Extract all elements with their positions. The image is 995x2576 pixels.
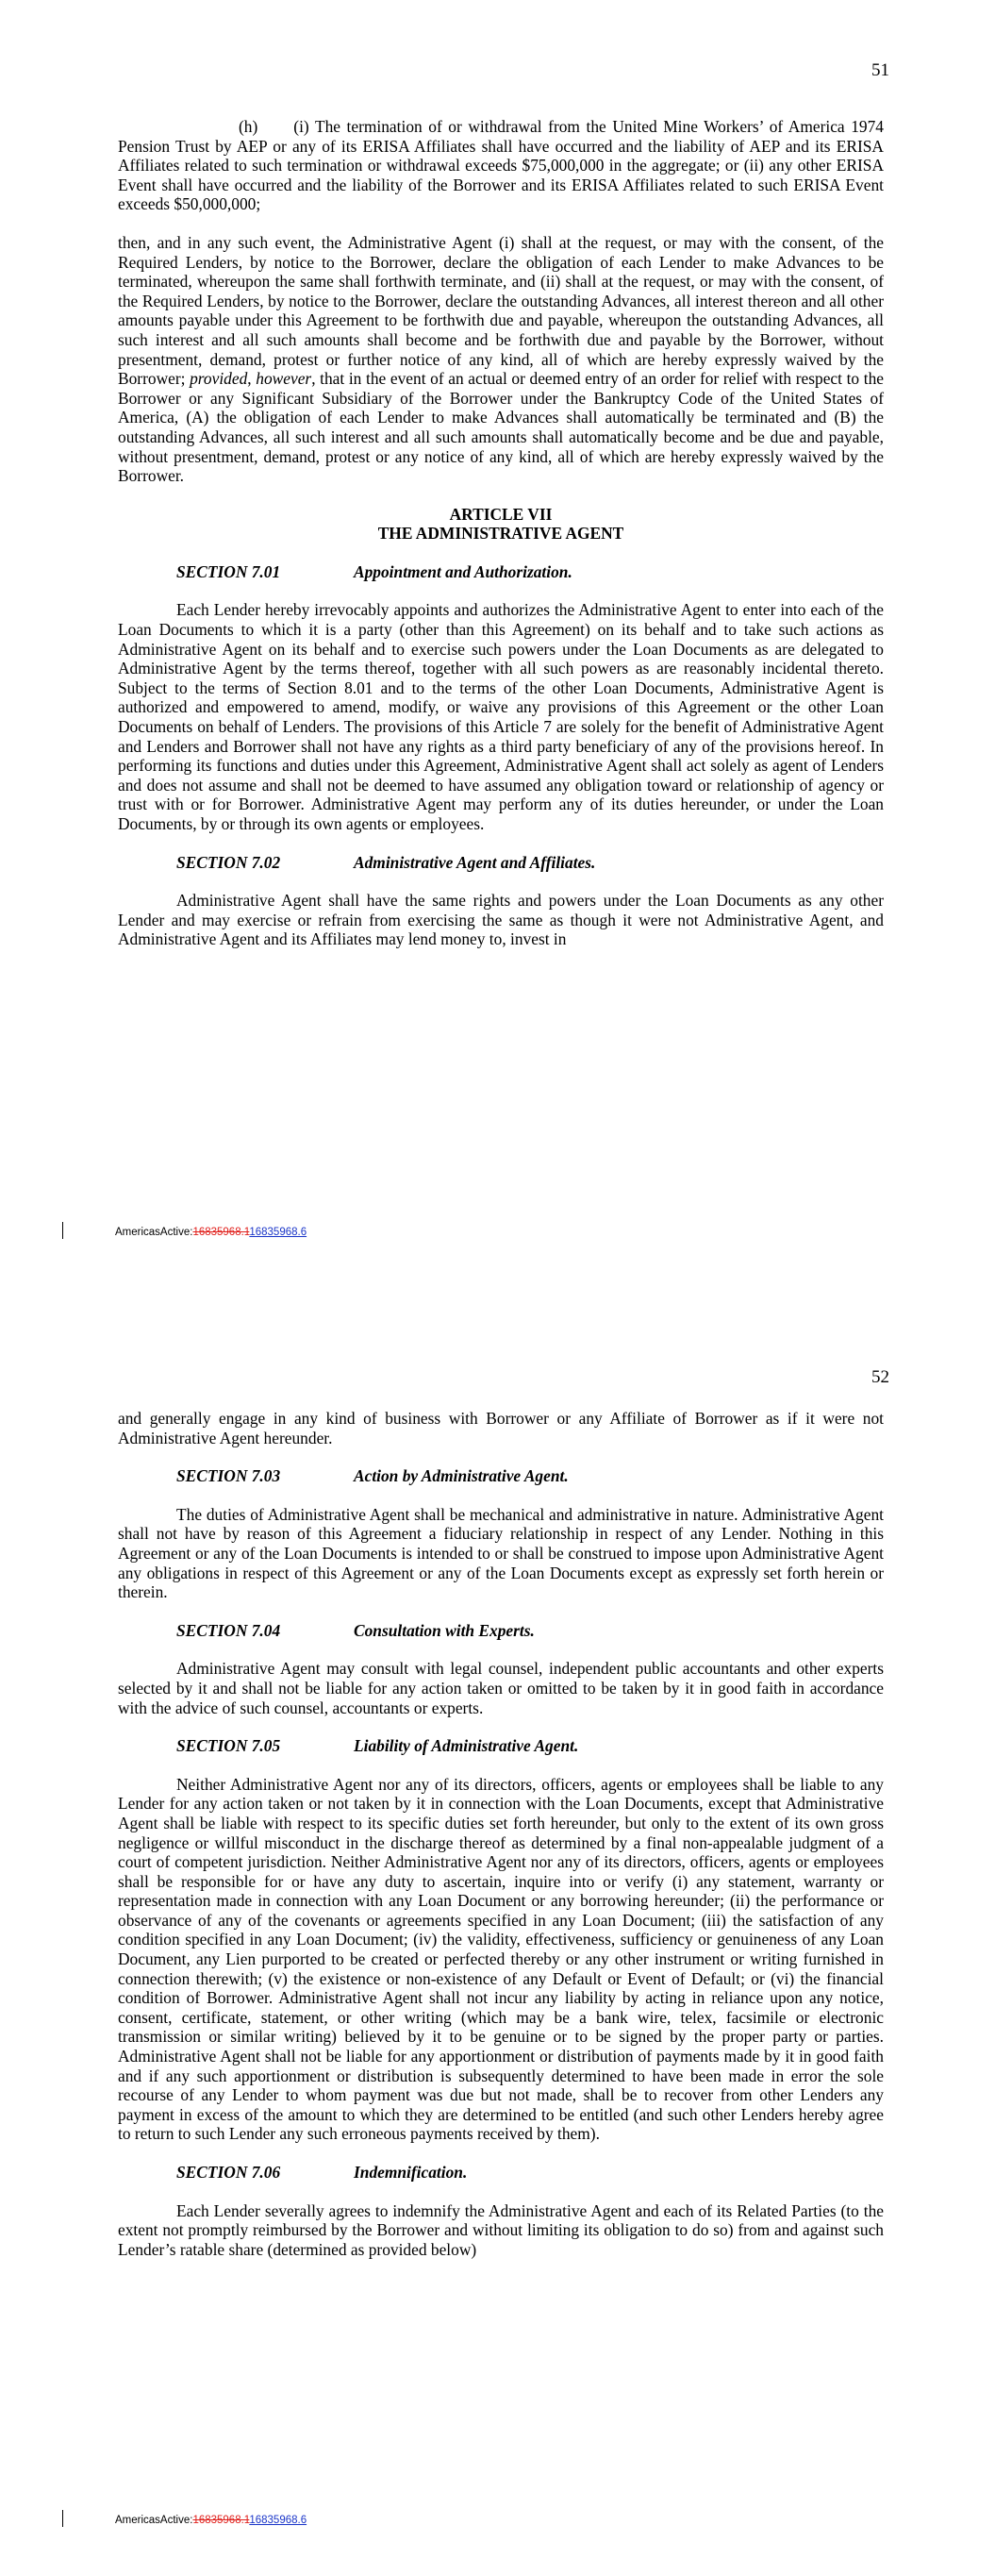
section-7-04-heading	[176, 1621, 884, 1641]
section-7-02-heading	[176, 853, 884, 873]
page-body	[118, 117, 884, 968]
section-title: Liability of Administrative Agent.	[354, 1736, 579, 1756]
section-number: SECTION 7.01	[176, 561, 281, 581]
footer-inserted-version: 16835968.6	[249, 2515, 307, 2526]
paragraph-h	[118, 117, 884, 214]
remedies-paragraph: then, and in any such event, the Administrative Agent (i) shall at the request, or may with the consent, of the Required Lenders, by notice to the Borrower, declare the obligation of each Lender to make Advances to be terminated, whereupon the same shall forthwith terminate, and (ii) shall at the request, or may with the consent, of the Required Lenders, by notice to the Borrower, declare the outstanding Advances, all interest thereon and all other amounts payable under this Agreement to be forthwith due and payable, whereupon the outstanding Advances, all such interest and all such amounts shall become and be forthwith due and payable by the Borrower, without presentment, demand, protest or further notice of any kind, all of which are hereby expressly waived by the Borrower; provided, however, that in the event of an actual or deemed entry of an order for relief with respect to the Borrower or any Significant Subsidiary of the Borrower under the Bankruptcy Code of the United States of America, (A) the obligation of each Lender to make Advances shall automatically be terminated and (B) the outstanding Advances, all such interest and all such amounts shall automatically become and be due and payable, without presentment, demand, protest or any notice of any kind, all of which are hereby expressly waived by the Borrower.	[118, 232, 884, 486]
change-bar	[62, 2510, 63, 2527]
remedies-text-1: then, and in any such event, the Administrative Agent (i) shall at the request, or may with the consent, of the Required Lenders, by notice to the Borrower, declare the obligation of each Lender to make Advances to be terminated, whereupon the same shall forthwith terminate, and (ii) shall at the request, or may with the consent, of the Required Lenders, by notice to the Borrower, declare the outstanding Advances, all interest thereon and all other amounts payable under this Agreement to be forthwith due and payable, whereupon the outstanding Advances, all such interest and all such amounts shall become and be forthwith due and payable by the Borrower, without presentment, demand, protest or further notice of any kind, all of which are hereby expressly waived by the Borrower;	[118, 232, 884, 389]
section-7-01-text: Each Lender hereby irrevocably appoints and authorizes the Administrative Agent to enter into each of the Loan Documents to which it is a party (other than this Agreement) on its behalf and to take such actions as Administrative Agent on its behalf and to exercise such powers under the Loan Documents as are delegated to Administrative Agent by the terms thereof, together with all such powers as are reasonably incidental thereto. Subject to the terms of Section 8.01 and to the terms of the other Loan Documents, Administrative Agent is authorized and empowered to amend, modify, or waive any provisions of this Agreement or the other Loan Documents on behalf of Lenders. The provisions of this Article 7 are solely for the benefit of Administrative Agent and Lenders and Borrower shall not have any rights as a third party beneficiary of any of the provisions hereof. In performing its functions and duties under this Agreement, Administrative Agent shall act solely as agent of Lenders and does not assume and shall not be deemed to have assumed any obligation toward or relationship of agency or trust with or for Borrower. Administrative Agent may perform any of its duties hereunder, or under the Loan Documents, by or through its own agents or employees.	[118, 600, 884, 833]
section-title: Administrative Agent and Affiliates.	[354, 852, 596, 872]
remedies-text-2: that in the event of an actual or deemed entry of an order for relief with respect to the Borrower or any Significant Subsidiary of the Borrower under the Bankruptcy Code of the United States of America, (A) the obligation of each Lender to make Advances shall automatically be terminated and (B) the outstanding Advances, all such interest and all such amounts shall automatically become and be due and payable, without presentment, demand, protest or any notice of any kind, all of which are hereby expressly waived by the Borrower.	[118, 369, 884, 486]
section-7-04-text: Administrative Agent may consult with legal counsel, independent public accountants and other experts selected by it and shall not be liable for any action taken or omitted to be taken by it in good faith in accordance with the advice of such counsel, accountants or experts.	[118, 1659, 884, 1717]
footer-deleted-version: 16835968.1	[192, 1227, 250, 1238]
section-7-05-text: Neither Administrative Agent nor any of its directors, officers, agents or employees shall be liable to any Lender for any action taken or not taken by it in connection with the Loan Documents, except that Administrative Agent shall be liable with respect to its specific duties set forth hereunder, but only to the extent of its own gross negligence or willful misconduct in the discharge thereof as determined by a final non-appealable judgment of a court of competent jurisdiction. Neither Administrative Agent nor any of its directors, officers, agents or employees shall be responsible for or have any duty to ascertain, inquire into or verify (i) any statement, warranty or representation made in connection with any Loan Document or any borrowing hereunder; (ii) the performance or observance of any of the covenants or agreements specified in any Loan Document; (iii) the satisfaction of any condition specified in any Loan Document; (iv) the validity, effectiveness, sufficiency or genuineness of any Loan Document, any Lien purported to be created or perfected thereby or any other instrument or writing furnished in connection therewith; (v) the existence or non-existence of any Default or Event of Default; or (vi) the financial condition of Borrower. Administrative Agent shall not incur any liability by acting in reliance upon any notice, consent, certificate, statement, or other writing (which may be a bank wire, telex, facsimile or electronic transmission or similar writing) believed by it to be genuine or to be signed by the proper party or parties. Administrative Agent shall not be liable for any apportionment or distribution of payments made by it in good faith and if any such apportionment or distribution is subsequently determined to have been made in error the sole recourse of any Lender to whom payment was due but not made, shall be to recover from other Lenders any payment in excess of the amount to which they are determined to be entitled (and such other Lenders hereby agree to return to such Lender any such erroneous payments received by them).	[118, 1774, 884, 2144]
footer-prefix: AmericasActive:	[115, 2515, 193, 2526]
footer-deleted-version: 16835968.1	[192, 2515, 250, 2526]
document-footer	[115, 1227, 307, 1238]
section-number: SECTION 7.03	[176, 1466, 281, 1486]
footer-inserted-version: 16835968.6	[249, 1227, 307, 1238]
paragraph-h-text: (i) The termination of or withdrawal from the United Mine Workers’ of America 1974 Pension Trust by AEP or any of its ERISA Affiliates shall have occurred and the liability of AEP and its ERISA Affiliates related to such termination or withdrawal exceeds $75,000,000 in the aggregate; or (ii) any other ERISA Event shall have occurred and the liability of the Borrower and its ERISA Affiliates related to such ERISA Event exceeds $50,000,000;	[118, 117, 884, 214]
section-title: Action by Administrative Agent.	[354, 1466, 569, 1486]
article-number: ARTICLE VII	[449, 504, 553, 524]
continuation-paragraph: and generally engage in any kind of business with Borrower or any Affiliate of Borrower as if it were not Administrative Agent hereunder.	[118, 1409, 884, 1447]
section-7-03-text: The duties of Administrative Agent shall be mechanical and administrative in nature. Administrative Agent shall not have by reason of this Agreement a fiduciary relationship in respect of any Lender. Nothing in this Agreement or any of the Loan Documents is intended to or shall be construed to impose upon Administrative Agent any obligations in respect of this Agreement or any of the Loan Documents except as expressly set forth herein or therein.	[118, 1504, 884, 1602]
section-7-06-text: Each Lender severally agrees to indemnify the Administrative Agent and each of its Related Parties (to the extent not promptly reimbursed by the Borrower and without limiting its obligation to do so) from and against such Lender’s ratable share (determined as provided below)	[118, 2200, 884, 2259]
change-bar	[62, 1222, 63, 1239]
document-footer	[115, 2515, 307, 2526]
article-title: THE ADMINISTRATIVE AGENT	[377, 524, 624, 544]
page-number: 51	[871, 60, 889, 80]
section-7-06-heading	[176, 2163, 884, 2183]
section-title: Appointment and Authorization.	[354, 561, 572, 581]
section-number: SECTION 7.05	[176, 1736, 281, 1756]
footer-prefix: AmericasActive:	[115, 1227, 193, 1238]
section-number: SECTION 7.02	[176, 852, 281, 872]
section-7-01-heading	[176, 562, 884, 582]
however-term: however	[256, 369, 312, 389]
section-title: Indemnification.	[354, 2163, 468, 2182]
section-title: Consultation with Experts.	[354, 1620, 535, 1640]
paragraph-label: (h)	[239, 117, 258, 136]
page-52	[0, 1288, 995, 2576]
page-body	[118, 1409, 884, 2278]
page-number: 52	[871, 1367, 889, 1387]
section-7-02-text: Administrative Agent shall have the same rights and powers under the Loan Documents as any other Lender and may exercise or refrain from exercising the same as though it were not Administrative Agent, and Administrative Agent and its Affiliates may lend money to, invest in	[118, 891, 884, 949]
section-number: SECTION 7.04	[176, 1620, 281, 1640]
section-7-05-heading	[176, 1736, 884, 1756]
section-7-03-heading	[176, 1466, 884, 1486]
article-heading	[118, 505, 884, 544]
section-number: SECTION 7.06	[176, 2163, 281, 2182]
provided-term: provided	[190, 369, 248, 389]
